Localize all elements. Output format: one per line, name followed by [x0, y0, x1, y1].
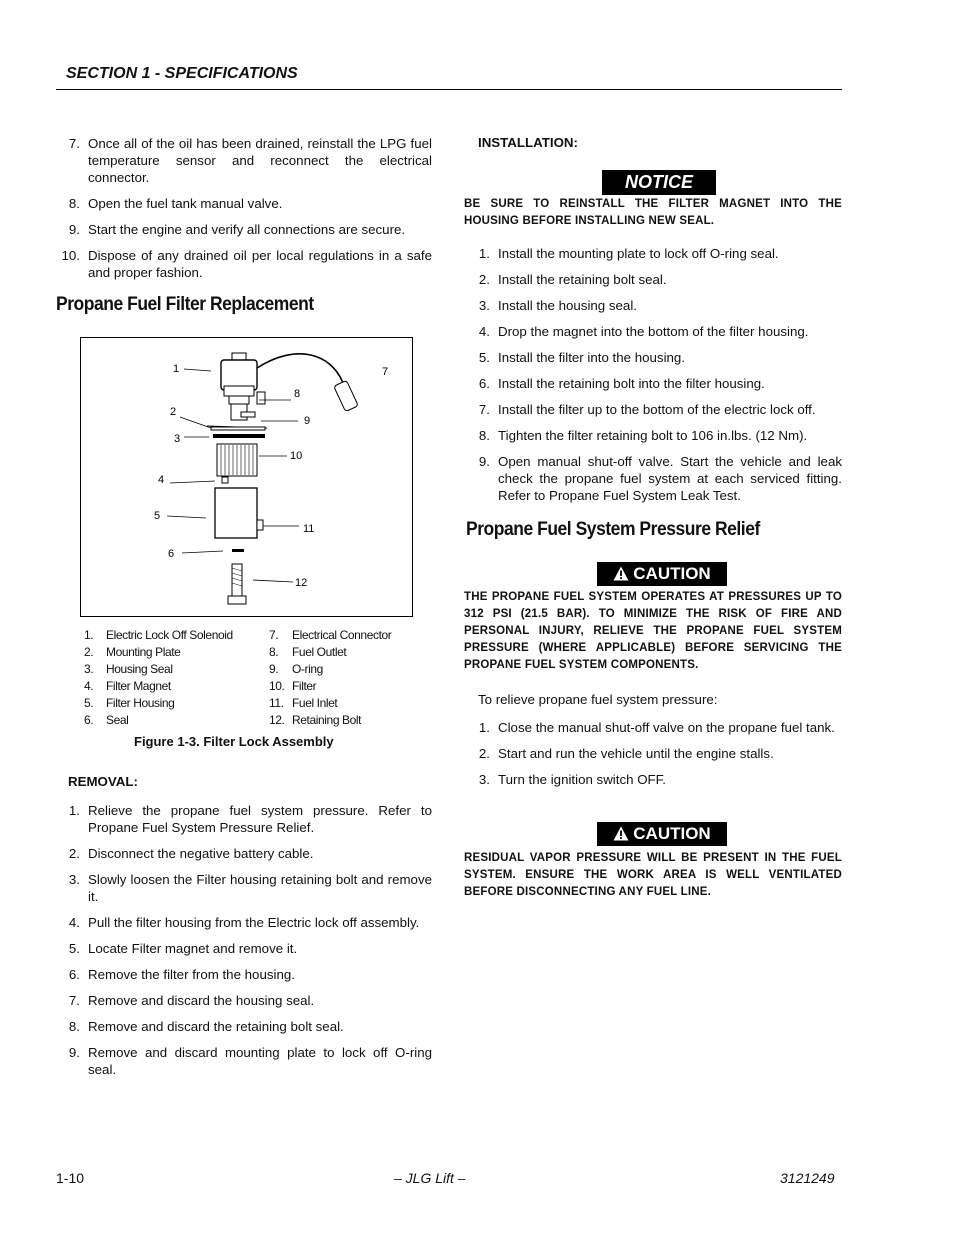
legend-item: 2. Mounting Plate — [84, 645, 181, 659]
list-item: 1. Install the mounting plate to lock off O-ring seal. — [478, 246, 779, 261]
callout-5: 5 — [154, 510, 161, 522]
installation-steps — [466, 245, 842, 504]
previous-procedure-steps — [56, 135, 432, 281]
legend-item: 6. Seal — [84, 713, 129, 727]
callout-8: 8 — [294, 388, 301, 400]
warning-triangle-icon — [613, 566, 629, 581]
figure-caption: Figure 1-3. Filter Lock Assembly — [134, 734, 334, 749]
list-item: 9. Remove and discard mounting plate to lock off O-ring seal. — [68, 1045, 432, 1077]
filter-assembly-diagram — [81, 338, 412, 616]
list-item: 6. Remove the filter from the housing. — [68, 967, 295, 982]
notice-text: BE SURE TO REINSTALL THE FILTER MAGNET INTO THE HOUSING BEFORE INSTALLING NEW SEAL. — [464, 198, 842, 227]
callout-10: 10 — [290, 450, 303, 462]
list-item: 3. Turn the ignition switch OFF. — [478, 772, 666, 787]
callout-11: 11 — [303, 523, 315, 535]
callout-1: 1 — [173, 363, 180, 375]
list-item: 9. Open manual shut-off valve. Start the vehicle and leak check the propane fuel system at each serviced fitting. Refer to Propane Fuel System Leak Test. — [478, 454, 842, 503]
list-item: 10. Dispose of any drained oil per local regulations in a safe and proper fashion. — [61, 248, 432, 280]
callout-4: 4 — [158, 474, 165, 486]
removal-heading: REMOVAL: — [68, 774, 138, 789]
list-item: 5. Locate Filter magnet and remove it. — [68, 941, 298, 956]
filter-lock-assembly-figure — [80, 337, 413, 617]
legend-item: 8. Fuel Outlet — [269, 645, 347, 659]
callout-6: 6 — [168, 548, 175, 560]
warning-triangle-icon — [613, 826, 629, 841]
caution-text-pressure: THE PROPANE FUEL SYSTEM OPERATES AT PRESSURES UP TO 312 PSI (21.5 BAR). TO MINIMIZE THE RISK OF FIRE AND PERSONAL INJURY, RELIEVE THE PROPANE FUEL SYSTEM PRESSURE (WHERE APPLICABLE) BEFORE SERVICING THE PROPANE FUEL SYSTEM COMPONENTS. — [464, 591, 842, 671]
legend-item: 7. Electrical Connector — [269, 628, 392, 642]
relief-intro: To relieve propane fuel system pressure: — [478, 692, 718, 707]
list-item: 7. Install the filter up to the bottom of the electric lock off. — [478, 402, 816, 417]
legend-item: 11. Fuel Inlet — [269, 696, 338, 710]
legend-item: 12. Retaining Bolt — [269, 713, 362, 727]
list-item: 6. Install the retaining bolt into the filter housing. — [478, 376, 765, 391]
caution-badge: CAUTION — [597, 822, 727, 846]
header-divider — [56, 89, 842, 90]
figure-legend — [84, 627, 414, 737]
list-item: 3. Slowly loosen the Filter housing retaining bolt and remove it. — [68, 872, 432, 904]
legend-item: 5. Filter Housing — [84, 696, 175, 710]
callout-3: 3 — [174, 433, 181, 445]
filter-replacement-heading: Propane Fuel Filter Replacement — [56, 294, 314, 315]
callout-7: 7 — [382, 366, 389, 378]
page-number: 1-10 — [56, 1170, 85, 1186]
list-item: 4. Pull the filter housing from the Electric lock off assembly. — [68, 915, 420, 930]
installation-heading: INSTALLATION: — [478, 135, 578, 150]
list-item: 9. Start the engine and verify all connections are secure. — [68, 222, 406, 237]
legend-item: 4. Filter Magnet — [84, 679, 171, 693]
removal-steps — [56, 802, 432, 1078]
notice-badge: NOTICE — [602, 170, 716, 195]
list-item: 7. Remove and discard the housing seal. — [68, 993, 315, 1008]
list-item: 8. Open the fuel tank manual valve. — [68, 196, 283, 211]
list-item: 7. Once all of the oil has been drained, reinstall the LPG fuel temperature sensor and reconnect the electrical connector. — [68, 136, 432, 185]
list-item: 8. Tighten the filter retaining bolt to 106 in.lbs. (12 Nm). — [478, 428, 808, 443]
section-title: SECTION 1 - SPECIFICATIONS — [66, 65, 298, 82]
callout-9: 9 — [304, 415, 311, 427]
legend-item: 1. Electric Lock Off Solenoid — [84, 628, 233, 642]
list-item: 5. Install the filter into the housing. — [478, 350, 686, 365]
legend-item: 3. Housing Seal — [84, 662, 173, 676]
caution-badge: CAUTION — [597, 562, 727, 586]
list-item: 2. Install the retaining bolt seal. — [478, 272, 667, 287]
list-item: 1. Close the manual shut-off valve on the propane fuel tank. — [478, 720, 835, 735]
list-item: 4. Drop the magnet into the bottom of the filter housing. — [478, 324, 809, 339]
legend-item: 9. O-ring — [269, 662, 323, 676]
document-number: 3121249 — [780, 1170, 835, 1186]
callout-2: 2 — [170, 406, 177, 418]
pressure-relief-heading: Propane Fuel System Pressure Relief — [466, 519, 760, 540]
list-item: 2. Start and run the vehicle until the engine stalls. — [478, 746, 774, 761]
caution-text-residual: RESIDUAL VAPOR PRESSURE WILL BE PRESENT IN THE FUEL SYSTEM. ENSURE THE WORK AREA IS WELL VENTILATED BEFORE DISCONNECTING ANY FUEL LINE. — [464, 852, 842, 898]
list-item: 2. Disconnect the negative battery cable. — [68, 846, 314, 861]
relief-steps — [466, 719, 842, 788]
list-item: 3. Install the housing seal. — [478, 298, 637, 313]
legend-item: 10. Filter — [269, 679, 317, 693]
list-item: 8. Remove and discard the retaining bolt seal. — [68, 1019, 344, 1034]
callout-12: 12 — [295, 577, 308, 589]
list-item: 1. Relieve the propane fuel system pressure. Refer to Propane Fuel System Pressure Relief. — [68, 803, 432, 835]
footer-publisher: – JLG Lift – — [394, 1170, 466, 1186]
